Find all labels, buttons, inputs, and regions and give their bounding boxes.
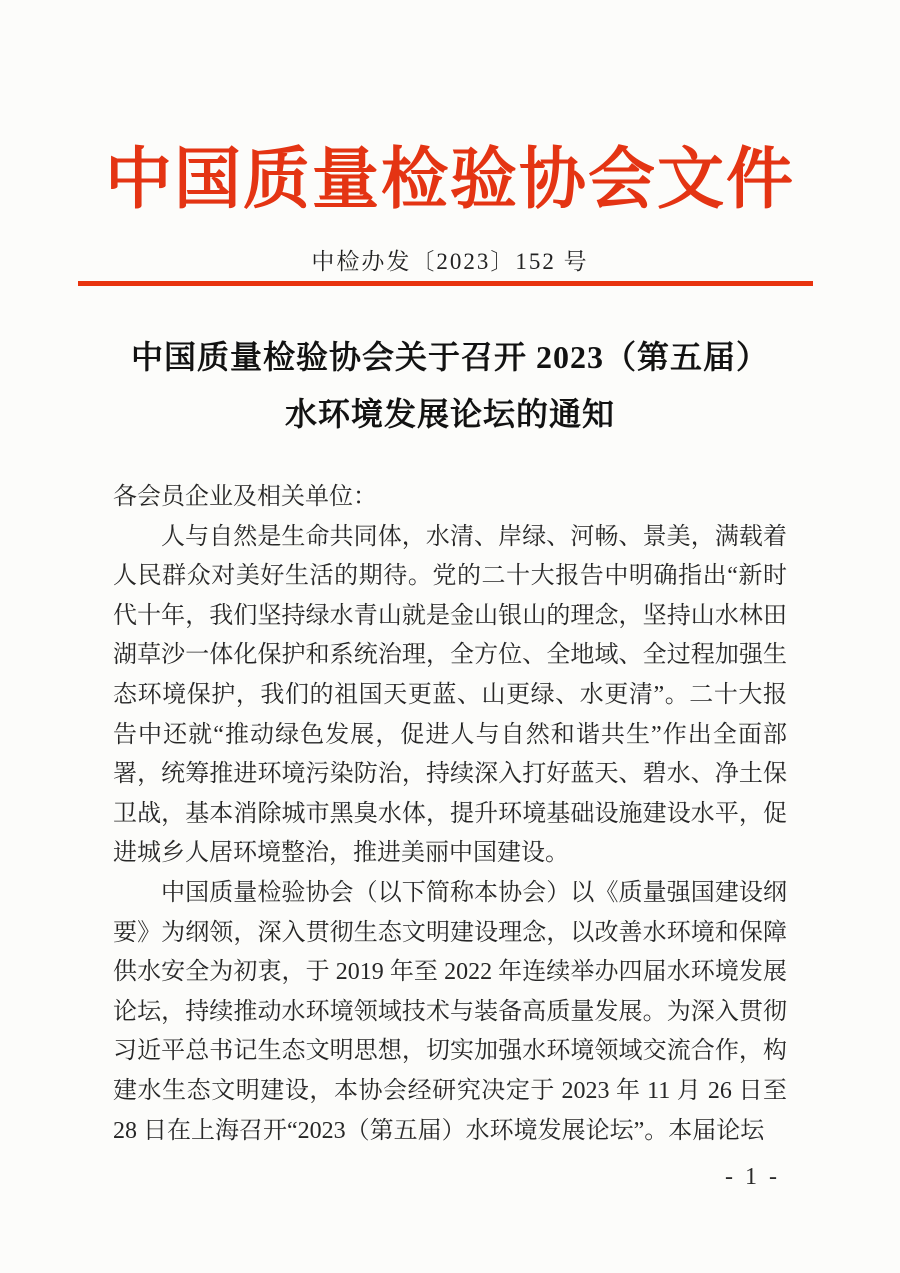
notice-body [113,478,787,1151]
red-divider-rule [78,281,813,286]
body-paragraph: 中国质量检验协会（以下简称本协会）以《质量强国建设纲要》为纲领，深入贯彻生态文明建设理念，以改善水环境和保障供水安全为初衷，于 2019 年至 2022 年连续举办四届水环境发展论坛，持续推动水环境领域技术与装备高质量发展。为深入贯彻习近平总书记生态文明思想，切实加强水环境领域交流合作，构建水生态文明建设，本协会经研究决定于 2023 年 11 月 26 日至 28 日在上海召开“2023（第五届）水环境发展论坛”。本届论坛 [113,879,787,1144]
notice-title [0,329,900,443]
notice-title-line-1: 中国质量检验协会关于召开 2023（第五届） [130,339,769,375]
document-reference-number: 中检办发〔2023〕152 号 [311,249,589,274]
notice-title-line-2: 水环境发展论坛的通知 [284,396,615,432]
page-number: - 1 - [725,1164,780,1190]
salutation-line: 各会员企业及相关单位： [113,484,377,510]
body-paragraph: 人与自然是生命共同体，水清、岸绿、河畅、景美，满载着人民群众对美好生活的期待。党的二十大报告中明确指出“新时代十年，我们坚持绿水青山就是金山银山的理念，坚持山水林田湖草沙一体化保护和系统治理，全方位、全地域、全过程加强生态环境保护，我们的祖国天更蓝、山更绿、水更清”。二十大报告中还就“推动绿色发展，促进人与自然和谐共生”作出全面部署，统筹推进环境污染防治，持续深入打好蓝天、碧水、净土保卫战，基本消除城市黑臭水体，提升环境基础设施建设水平，促进城乡人居环境整治，推进美丽中国建设。 [113,523,787,867]
red-header-org-title: 中国质量检验协会文件 [105,143,795,217]
